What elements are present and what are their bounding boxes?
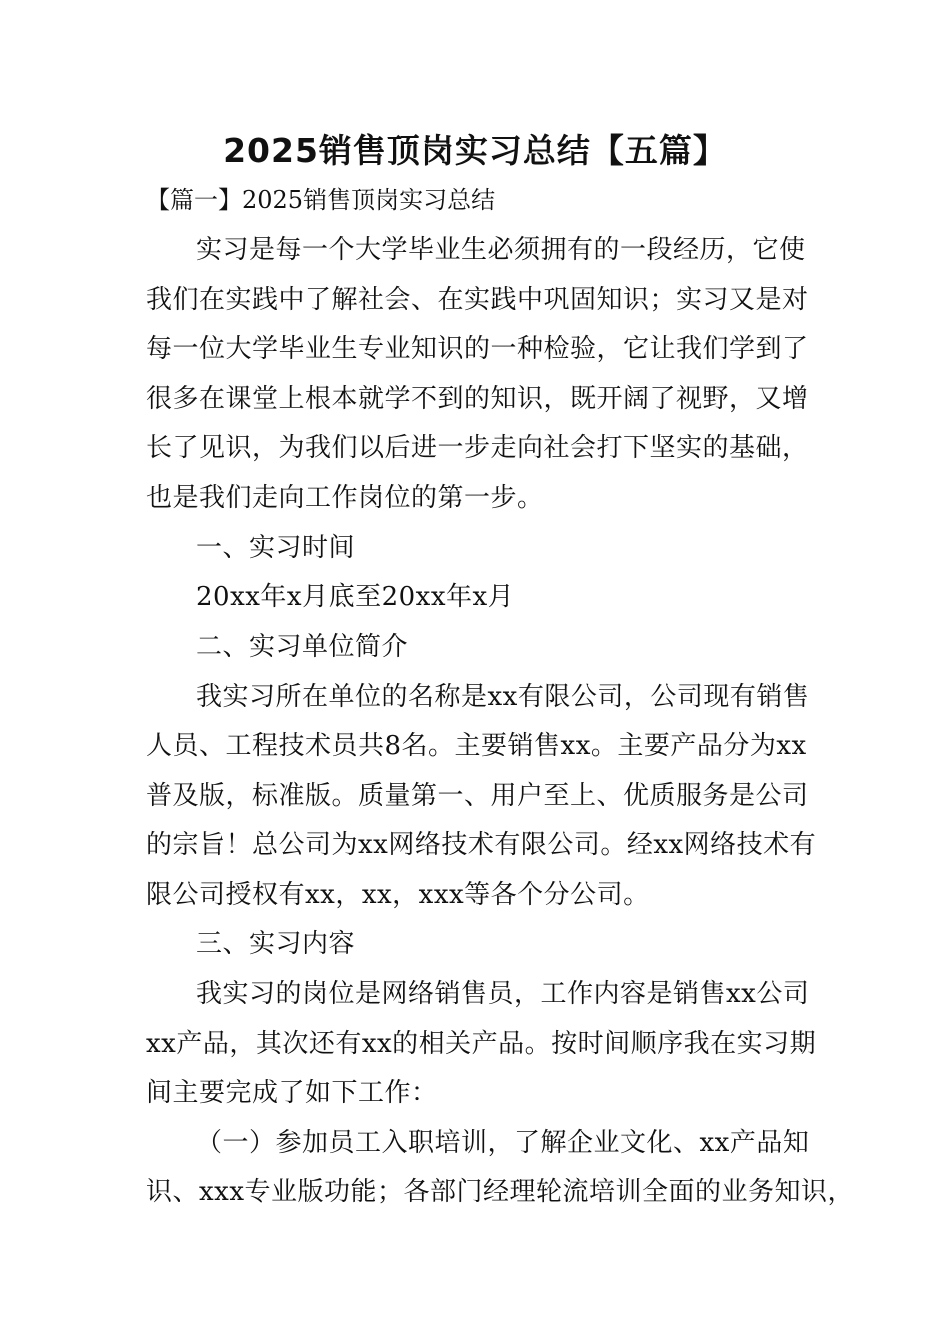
paragraph-line: （一）参加员工入职培训，了解企业文化、xx产品知 bbox=[196, 1128, 810, 1158]
paragraph-line: 实习是每一个大学毕业生必须拥有的一段经历，它使 bbox=[196, 235, 806, 265]
document-title: 2025销售顶岗实习总结【五篇】 bbox=[223, 131, 727, 170]
paragraph-line: 识、xxx专业版功能；各部门经理轮流培训全面的业务知识， bbox=[146, 1177, 854, 1207]
paragraph-line: 20xx年x月底至20xx年x月 bbox=[196, 582, 515, 612]
paragraph-line: 也是我们走向工作岗位的第一步。 bbox=[146, 483, 544, 513]
paragraph-line: 我实习的岗位是网络销售员，工作内容是销售xx公司 bbox=[196, 979, 810, 1009]
paragraph-line: 人员、工程技术员共8名。主要销售xx。主要产品分为xx bbox=[146, 731, 807, 761]
paragraph-line: 普及版，标准版。质量第一、用户至上、优质服务是公司 bbox=[146, 781, 809, 811]
paragraph-line: 的宗旨！总公司为xx网络技术有限公司。经xx网络技术有 bbox=[146, 830, 817, 860]
paragraph-line: 我实习所在单位的名称是xx有限公司，公司现有销售 bbox=[196, 682, 810, 712]
paragraph-line: xx产品，其次还有xx的相关产品。按时间顺序我在实习期 bbox=[146, 1029, 817, 1059]
heading-internship-content: 三、实习内容 bbox=[196, 929, 356, 959]
paragraph-line: 很多在课堂上根本就学不到的知识，既开阔了视野，又增 bbox=[146, 384, 809, 414]
paragraph-line: 长了见识，为我们以后进一步走向社会打下坚实的基础， bbox=[146, 433, 809, 463]
paragraph-line: 限公司授权有xx，xx，xxx等各个分公司。 bbox=[146, 880, 650, 910]
heading-internship-time: 一、实习时间 bbox=[196, 533, 356, 563]
paragraph-line: 每一位大学毕业生专业知识的一种检验，它让我们学到了 bbox=[146, 334, 809, 364]
section-heading: 【篇一】2025销售顶岗实习总结 bbox=[146, 186, 496, 214]
heading-company-intro: 二、实习单位简介 bbox=[196, 632, 409, 662]
paragraph-line: 我们在实践中了解社会、在实践中巩固知识；实习又是对 bbox=[146, 285, 809, 315]
paragraph-line: 间主要完成了如下工作： bbox=[146, 1078, 438, 1108]
